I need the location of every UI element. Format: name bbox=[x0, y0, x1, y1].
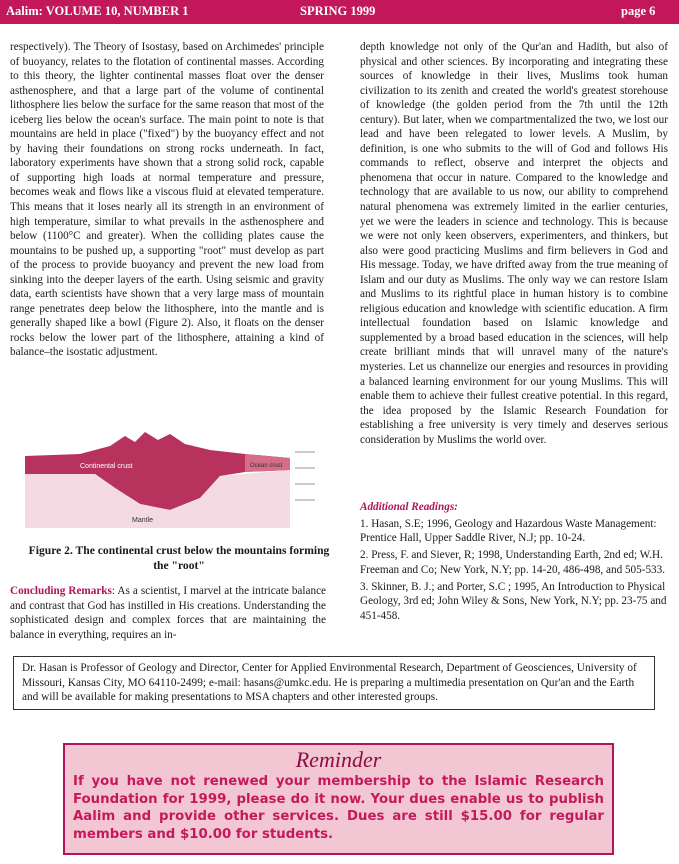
label-ocean-crust: Ocean crust bbox=[250, 463, 283, 469]
reminder-text: If you have not renewed your membership to the Islamic Research Foundation for 1999, please do it now. Your dues enable us to publish Aalim and provide other services. Dues are still $15.00 for regular members and $10.00 for students. bbox=[73, 774, 604, 842]
reminder-title: Reminder bbox=[295, 747, 382, 772]
concluding-text: : As a scientist, I marvel at the intricate balance and contrast that God has instilled in His creations. Understanding the sophisticated design and complex forces that are maintaining the balance in everything, requires an in- bbox=[10, 585, 326, 642]
article-column-right bbox=[360, 40, 668, 447]
label-mantle: Mantle bbox=[132, 517, 154, 524]
article-paragraph: depth knowledge not only of the Qur'an and Hadith, but also of physical and other sciences. By incorporating and integrating these sources of knowledge in their lives, Muslims took human civilization to its zenith and created the world's greatest storehouse of knowledge (the golden period from the 7th until the 12th century). But later, when we compartmentalized the two, we lost our lead and have been relegated to lower levels. A Muslim, by definition, is one who submits to the will of God and follows His commands to reflect, observe and interpret the objects and phenomena that occur in nature. Compared to the knowledge and technology that are available to us now, our ability to comprehend natural phenomena was extremely limited in the earlier centuries, yet we were the leaders in science and technology. This is because we were not only keen observers, experimenters, and thinkers, but also were good practicing Muslims and firm believers in God and His message. Today, we have drifted away from the true meaning of Islam and our duty as Muslims. The only way we can restore Islam and Muslims to its rightful place in human history is to combine religious education and knowledge with scientific education. A firm intellectual foundation based on Islamic knowledge and supplemented by a broad based education in the sciences, will help create brilliant minds that will unravel many of the nature's mysteries. Let us channelize our energies and resources in providing a balanced learning environment for our young Muslims. This will enable them to achieve their fullest creative potential. In this regard, the idea proposed by the Islamic Research Foundation for establishing a free university is very timely and deserves serious consideration by Muslims the world over. bbox=[360, 41, 668, 446]
figure-caption: Figure 2. The continental crust below the mountains forming the "root" bbox=[28, 544, 330, 572]
author-bio-box: Dr. Hasan is Professor of Geology and Director, Center for Applied Environmental Research, Department of Geosciences, University of Missouri, Kansas City, MO 64110-2499; e-mail: hasans@umkc.edu. He is preparing a multimedia presentation on Qur'an and the Earth and will be available for making presentations to MSA chapters and other interested groups. bbox=[13, 656, 655, 710]
concluding-heading: Concluding Remarks bbox=[10, 585, 112, 597]
article-column-left bbox=[10, 40, 324, 360]
reminder-box bbox=[63, 743, 614, 855]
readings-heading: Additional Readings: bbox=[360, 501, 458, 513]
concluding-remarks bbox=[10, 584, 326, 643]
article-paragraph: respectively). The Theory of Isostasy, based on Archimedes' principle of buoyancy, relates to the flotation of continental masses. According to this theory, the lighter continental masses float over the denser asthenosphere, and that a large part of the volume of continental lithosphere lies below the surface for the same reason that most of the iceberg lies below the ocean's surface. The main point to note is that mountains are held in place ("fixed") by the buoyancy effect and not by having their foundations on strong rocks underneath. In fact, laboratory experiments have shown that a strong solid rock, capable of supporting high loads at normal temperature and pressure, becomes weak and flows like a viscous fluid at elevated temperature. This means that it loses nearly all its strength in an environment of high temperature, similar to what prevails in the asthenosphere and below (1100°C and greater). When the colliding plates cause the mountains to be pushed up, a supporting "root" must develop as part of the process to provide buoyancy and prevent the new load from sinking into the deeper layers of the earth. Using seismic and gravity data, earth scientists have shown that a very large mass of mountain range penetrates deep below the lithosphere, into the mantle and is generally shaped like a bowl (Figure 2). Also, it floats on the denser rocks below the lower part of the lithosphere, attaining a kind of balance–the isostatic adjustment. bbox=[10, 41, 324, 359]
additional-readings bbox=[360, 500, 668, 624]
label-continental-crust: Continental crust bbox=[80, 463, 133, 470]
header-volume: Aalim: VOLUME 10, NUMBER 1 bbox=[6, 4, 189, 18]
reference-item: 1. Hasan, S.E; 1996, Geology and Hazardous Waste Management: Prentice Hall, Upper Saddle River, N.J; pp. 10-24. bbox=[360, 517, 657, 545]
crust-diagram bbox=[20, 418, 320, 536]
reference-item: 3. Skinner, B. J.; and Porter, S.C ; 1995, An Introduction to Physical Geology, 3rd ed; John Wiley & Sons, New York, N.Y; pp. 23-75 and 451-458. bbox=[360, 580, 667, 622]
reference-item: 2. Press, F. and Siever, R; 1998, Understanding Earth, 2nd ed; W.H. Freeman and Co; New York, N.Y; pp. 14-20, 486-498, and 505-533. bbox=[360, 549, 666, 576]
figure-continental-crust bbox=[20, 418, 320, 536]
header-page-number: page 6 bbox=[621, 4, 656, 18]
header-issue-date: SPRING 1999 bbox=[300, 4, 376, 18]
page-header bbox=[0, 0, 679, 24]
